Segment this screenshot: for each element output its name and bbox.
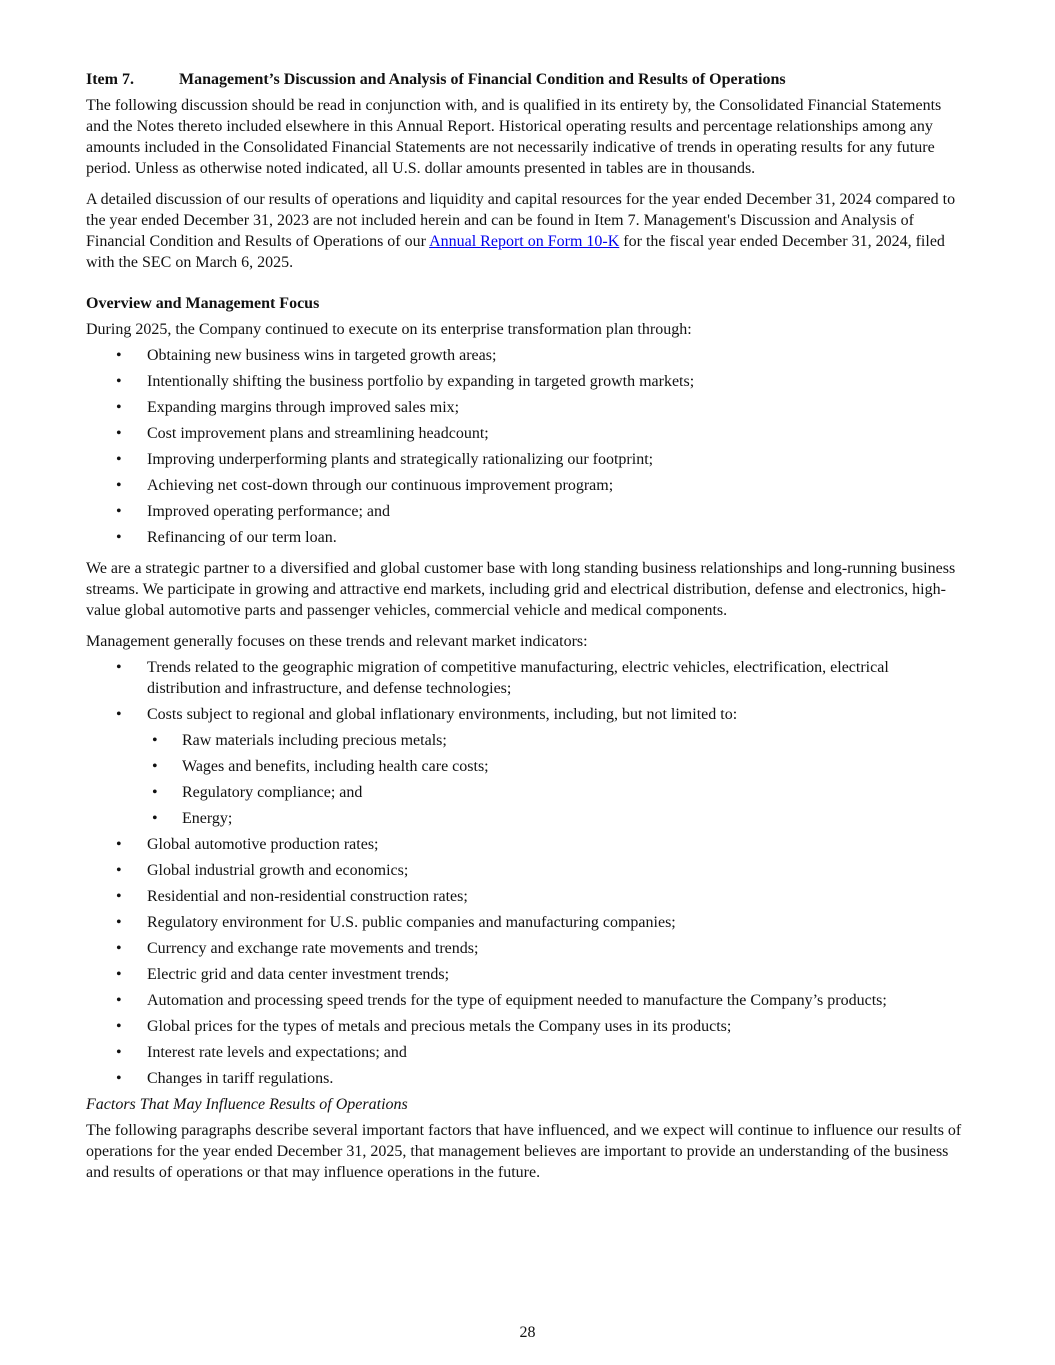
list-item: • Interest rate levels and expectations; and (116, 1044, 407, 1061)
bullet-icon: • (116, 862, 122, 879)
list-item: • Electric grid and data center investment trends; (116, 966, 450, 983)
strategic-partner-paragraph: We are a strategic partner to a diversified and global customer base with long standing business relationships and long-running business streams. We participate in growing and attractive end markets, including grid and electrical distribution, defense and electronics, high-value global automotive parts and passenger vehicles, commercial vehicle and medical components. (86, 560, 956, 619)
sub-list-item: • Energy; (152, 810, 233, 827)
item-heading (86, 69, 966, 90)
list-item: • Intentionally shifting the business portfolio by expanding in targeted growth markets; (116, 373, 695, 390)
list-item: • Global industrial growth and economics; (116, 862, 409, 879)
list-item: • Global prices for the types of metals and precious metals the Company uses in its products; (116, 1018, 732, 1035)
detail-text-before-link: A detailed discussion of our results of operations and liquidity and capital resources for the year ended December 31, 2024 compared to the year ended December 31, 2023 are not included herein and can be found in Item 7. Management's Discussion and Analysis of Financial Condition and Results of Operations of our (86, 191, 956, 250)
list-item: • Costs subject to regional and global inflationary environments, including, but not limited to: • Raw materials including precious metals; • Wages and benefits, including health care costs; • Regulatory compliance; and • Energy; (86, 704, 966, 829)
bullet-icon: • (116, 1044, 122, 1061)
sub-list-item: • Raw materials including precious metals; (152, 732, 447, 749)
detail-paragraph (86, 189, 966, 273)
list-item: • Improving underperforming plants and strategically rationalizing our footprint; (116, 451, 654, 468)
bullet-icon: • (116, 940, 122, 957)
bullet-icon: • (152, 732, 158, 749)
bullet-icon: • (116, 659, 122, 676)
bullet-icon: • (116, 914, 122, 931)
bullet-icon: • (116, 503, 122, 520)
list-item: • Regulatory environment for U.S. public companies and manufacturing companies; (116, 914, 676, 931)
list-item: • Trends related to the geographic migration of competitive manufacturing, electric vehicles, electrification, electrical distribution and infrastructure, and defense technologies; (116, 659, 889, 697)
list-item: • Achieving net cost-down through our continuous improvement program; (116, 477, 614, 494)
list-item: • Automation and processing speed trends for the type of equipment needed to manufacture the Company’s products; (116, 992, 887, 1009)
list-item: • Changes in tariff regulations. (116, 1070, 334, 1087)
annual-report-link[interactable]: Annual Report on Form 10-K (429, 233, 620, 250)
bullet-icon: • (116, 992, 122, 1009)
sub-list-item: • Regulatory compliance; and (152, 784, 363, 801)
bullet-icon: • (152, 784, 158, 801)
list-item: • Cost improvement plans and streamlining headcount; (116, 425, 489, 442)
item-title: Management’s Discussion and Analysis of Financial Condition and Results of Operations (179, 71, 786, 88)
list-item: • Improved operating performance; and (116, 503, 391, 520)
factors-title: Factors That May Influence Results of Operations (86, 1096, 408, 1113)
page-number: 28 (519, 1324, 536, 1341)
factors-paragraph: The following paragraphs describe several important factors that have influenced, and we expect will continue to influence our results of operations for the year ended December 31, 2025, that management believes are important to provide an understanding of the business and results of operations or that may influence operations in the future. (86, 1122, 962, 1181)
trends-lead: Management generally focuses on these trends and relevant market indicators: (86, 633, 588, 650)
bullet-icon: • (116, 1018, 122, 1035)
bullet-icon: • (116, 373, 122, 390)
bullet-icon: • (152, 758, 158, 775)
list-item: • Refinancing of our term loan. (116, 529, 337, 546)
cost-sub-list (147, 730, 966, 829)
intro-paragraph: The following discussion should be read in conjunction with, and is qualified in its entirety by, the Consolidated Financial Statements and the Notes thereto included elsewhere in this Annual Report. Historical operating results and percentage relationships among any amounts included in the Consolidated Financial Statements are not necessarily indicative of trends in operating results for any future period. Unless as otherwise noted indicated, all U.S. dollar amounts presented in tables are in thousands. (86, 97, 942, 177)
bullet-icon: • (116, 836, 122, 853)
sub-list-item: • Wages and benefits, including health care costs; (152, 758, 489, 775)
bullet-icon: • (116, 477, 122, 494)
list-item: • Obtaining new business wins in targeted growth areas; (116, 347, 497, 364)
list-item: • Residential and non-residential construction rates; (116, 888, 468, 905)
document-body (86, 69, 966, 1193)
bullet-icon: • (116, 451, 122, 468)
list-item: • Expanding margins through improved sales mix; (116, 399, 460, 416)
bullet-icon: • (116, 529, 122, 546)
item-number: Item 7. (86, 71, 134, 88)
bullet-icon: • (152, 810, 158, 827)
transformation-plan-list (86, 345, 966, 548)
market-trends-list (86, 657, 966, 1089)
bullet-icon: • (116, 347, 122, 364)
bullet-icon: • (116, 399, 122, 416)
list-item: • Currency and exchange rate movements and trends; (116, 940, 479, 957)
overview-lead: During 2025, the Company continued to execute on its enterprise transformation plan through: (86, 321, 692, 338)
bullet-icon: • (116, 1070, 122, 1087)
overview-title: Overview and Management Focus (86, 295, 320, 312)
bullet-icon: • (116, 966, 122, 983)
bullet-icon: • (116, 888, 122, 905)
detail-text-after-link: for the fiscal year ended December 31, 2024, filed with the SEC on March 6, 2025. (86, 233, 945, 271)
bullet-icon: • (116, 706, 122, 723)
list-item: • Global automotive production rates; (116, 836, 379, 853)
bullet-icon: • (116, 425, 122, 442)
